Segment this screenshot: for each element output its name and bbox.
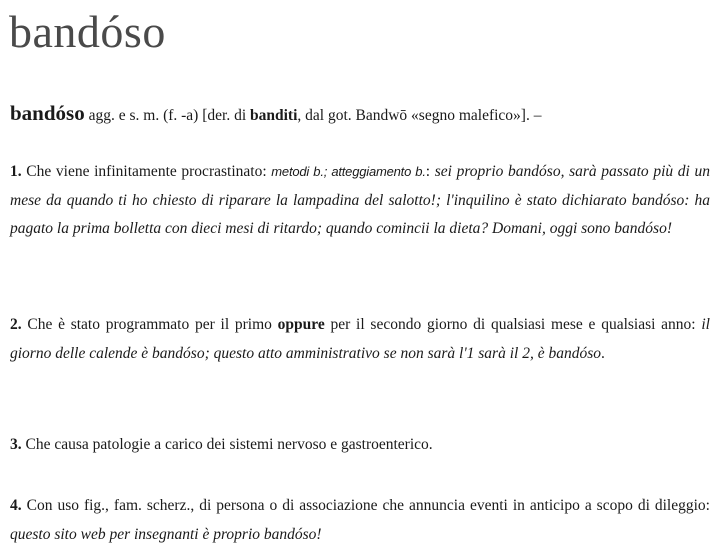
sense-end: . bbox=[600, 344, 605, 362]
sense-number: 1. bbox=[10, 163, 22, 180]
sense-number: 2. bbox=[10, 316, 22, 333]
source-word: banditi bbox=[250, 107, 298, 124]
etymology: , dal got. Bandwō «segno malefico»]. – bbox=[297, 107, 542, 124]
sense-definition: Che è stato programmato per il primo bbox=[21, 316, 278, 333]
example-sentences: questo sito web per insegnanti è proprio bandóso! bbox=[10, 525, 322, 543]
example-sentences: sei proprio bandóso, sarà passato più di un mese da quando ti ho chiesto di riparare la lampadina del salotto!; l'inquilino è stato dichiarato bandóso: ha pagato la prima bolletta con dieci mesi di ritardo; quando comincii la dieta? Domani, oggi sono bandóso! bbox=[10, 163, 710, 237]
usage-examples: metodi b.; atteggiamento b. bbox=[271, 164, 426, 179]
sense-definition-cont: per il secondo giorno di qualsiasi mese e qualsiasi anno: bbox=[324, 316, 702, 333]
separator: : bbox=[425, 163, 435, 180]
headword: bandóso bbox=[10, 101, 85, 125]
entry-heading bbox=[10, 99, 710, 130]
sense-definition: Con uso fig., fam. scherz., di persona o di associazione che annuncia eventi in anticipo a scopo di dileggio: bbox=[21, 497, 710, 514]
sense-definition: Che viene infinitamente procrastinato: bbox=[21, 163, 272, 180]
grammar-info: agg. e s. m. (f. -a) [der. di bbox=[84, 107, 250, 124]
emphasis-word: oppure bbox=[277, 316, 325, 333]
sense-3 bbox=[10, 431, 710, 460]
sense-number: 3. bbox=[10, 436, 22, 453]
sense-2 bbox=[10, 311, 710, 368]
sense-4 bbox=[10, 492, 710, 549]
sense-definition: Che causa patologie a carico dei sistemi nervoso e gastroenterico. bbox=[21, 436, 433, 453]
example-sentences: il giorno delle calende è bandóso; questo atto amministrativo se non sarà l'1 sarà il 2, è bandóso bbox=[10, 316, 710, 362]
sense-1 bbox=[10, 158, 710, 244]
page-title: bandóso bbox=[9, 6, 166, 57]
sense-number: 4. bbox=[10, 497, 22, 514]
